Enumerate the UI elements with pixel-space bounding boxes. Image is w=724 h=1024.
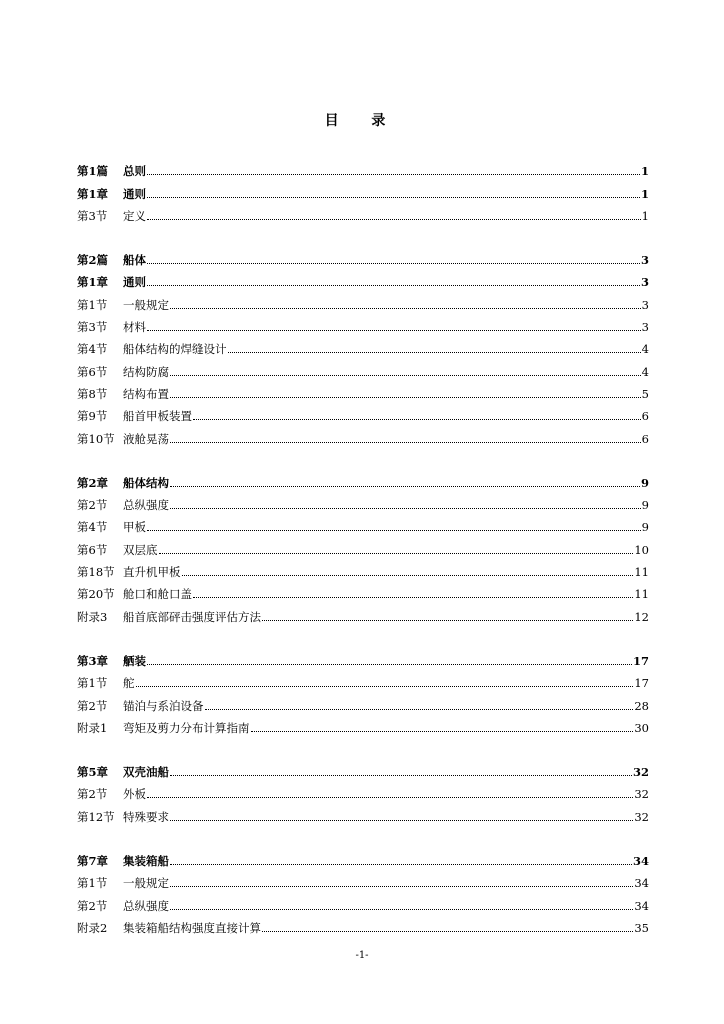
toc-entry-page: 3 [641, 320, 649, 335]
dot-leader [251, 731, 634, 732]
toc-entry-label: 第2章 [77, 475, 109, 490]
toc-entry-page: 34 [634, 898, 649, 913]
dot-leader [170, 308, 641, 309]
toc-entry-page: 4 [641, 342, 649, 357]
toc-entry-label: 第4节 [77, 342, 108, 357]
toc-entry-label: 第3节 [77, 208, 108, 223]
toc-entry-label: 第1章 [77, 275, 109, 290]
dot-leader [170, 864, 632, 865]
toc-entry[interactable] [77, 557, 649, 579]
toc-entry-page: 10 [634, 542, 649, 557]
toc-entry-page: 3 [640, 253, 649, 268]
toc-entry-page: 1 [641, 208, 649, 223]
toc-entry[interactable] [77, 379, 649, 401]
toc-entry-label: 第1章 [77, 186, 109, 201]
toc-entry-label: 附录3 [77, 609, 108, 624]
toc-entry-page: 6 [641, 409, 649, 424]
toc-entry-label: 第9节 [77, 409, 108, 424]
toc-entry[interactable] [77, 579, 649, 601]
toc-entry-label: 第2节 [77, 898, 108, 913]
toc-entry[interactable] [77, 890, 649, 912]
toc-entry[interactable] [77, 178, 649, 200]
dot-leader [147, 263, 640, 264]
toc-entry-title: 舱口和舱口盖 [123, 587, 192, 602]
toc-entry-label: 第2节 [77, 698, 108, 713]
toc-entry[interactable] [77, 646, 649, 668]
dot-leader [262, 620, 633, 621]
toc-entry-title: 一般规定 [123, 876, 169, 891]
toc-entry[interactable] [77, 690, 649, 712]
dot-leader [193, 597, 633, 598]
dot-leader [170, 886, 633, 887]
page-number: -1- [355, 950, 369, 961]
dot-leader [136, 686, 634, 687]
toc-entry-title: 舵 [123, 676, 135, 691]
toc-entry-title: 通则 [123, 275, 146, 290]
toc-entry-page: 9 [641, 498, 649, 513]
dot-leader [147, 219, 641, 220]
toc-entry-title: 船首甲板装置 [123, 409, 192, 424]
toc-entry[interactable] [77, 267, 649, 289]
toc-entry-label: 第2篇 [77, 253, 109, 268]
toc-entry-page: 3 [641, 297, 649, 312]
dot-leader [147, 174, 640, 175]
table-of-contents [77, 156, 649, 935]
dot-leader [170, 375, 641, 376]
dot-leader [170, 442, 641, 443]
toc-entry-page: 32 [634, 809, 649, 824]
toc-entry-page: 11 [634, 587, 649, 602]
toc-entry-label: 第5章 [77, 765, 109, 780]
toc-entry-title: 材料 [123, 320, 146, 335]
toc-entry-title: 外板 [123, 787, 146, 802]
toc-entry-label: 附录1 [77, 720, 108, 735]
toc-entry[interactable] [77, 334, 649, 356]
toc-entry[interactable] [77, 913, 649, 935]
toc-entry-title: 锚泊与系泊设备 [123, 698, 204, 713]
dot-leader [228, 352, 641, 353]
dot-leader [147, 797, 633, 798]
toc-entry-label: 第3节 [77, 320, 108, 335]
toc-entry[interactable] [77, 401, 649, 423]
dot-leader [262, 931, 633, 932]
dot-leader [170, 820, 633, 821]
toc-entry-title: 甲板 [123, 520, 146, 535]
dot-leader [170, 775, 632, 776]
toc-entry-label: 第12节 [77, 809, 115, 824]
toc-entry-page: 1 [640, 186, 649, 201]
toc-entry-page: 34 [632, 854, 649, 869]
toc-entry-page: 32 [632, 765, 649, 780]
section-gap [77, 446, 649, 468]
section-gap [77, 223, 649, 245]
toc-entry-page: 35 [634, 920, 649, 935]
toc-entry-label: 第1节 [77, 876, 108, 891]
toc-entry-title: 结构防腐 [123, 364, 169, 379]
toc-entry-title: 双壳油船 [123, 765, 169, 780]
toc-entry-title: 直升机甲板 [123, 565, 181, 580]
toc-entry[interactable] [77, 713, 649, 735]
toc-entry-page: 32 [634, 787, 649, 802]
toc-entry-label: 第20节 [77, 587, 115, 602]
toc-entry[interactable] [77, 245, 649, 267]
dot-leader [147, 664, 632, 665]
toc-entry-title: 特殊要求 [123, 809, 169, 824]
toc-entry-page: 28 [634, 698, 649, 713]
toc-entry-title: 船体结构的焊缝设计 [123, 342, 227, 357]
toc-entry-page: 5 [641, 386, 649, 401]
toc-entry-title: 总纵强度 [123, 898, 169, 913]
toc-entry[interactable] [77, 356, 649, 378]
toc-entry-page: 4 [641, 364, 649, 379]
toc-entry[interactable] [77, 801, 649, 823]
toc-entry-title: 总纵强度 [123, 498, 169, 513]
toc-entry-label: 第10节 [77, 431, 115, 446]
dot-leader [170, 508, 641, 509]
toc-entry-title: 船体结构 [123, 475, 169, 490]
toc-entry-title: 一般规定 [123, 297, 169, 312]
toc-entry-label: 第2节 [77, 787, 108, 802]
toc-entry[interactable] [77, 779, 649, 801]
dot-leader [147, 530, 641, 531]
toc-entry[interactable] [77, 868, 649, 890]
toc-entry-page: 12 [634, 609, 649, 624]
page-title: 目 录 [324, 113, 400, 129]
dot-leader [193, 419, 641, 420]
toc-entry-title: 液舱晃荡 [123, 431, 169, 446]
toc-entry-page: 9 [640, 475, 649, 490]
toc-entry[interactable] [77, 201, 649, 223]
toc-entry-title: 船首底部砰击强度评估方法 [123, 609, 261, 624]
toc-entry-label: 附录2 [77, 920, 108, 935]
toc-entry-title: 舾装 [123, 653, 146, 668]
toc-entry-page: 9 [641, 520, 649, 535]
toc-entry-page: 30 [634, 720, 649, 735]
toc-entry-title: 结构布置 [123, 386, 169, 401]
section-gap [77, 624, 649, 646]
toc-entry-page: 17 [634, 676, 649, 691]
toc-entry-title: 集装箱船结构强度直接计算 [123, 920, 261, 935]
dot-leader [147, 285, 640, 286]
toc-entry-title: 集装箱船 [123, 854, 169, 869]
toc-entry[interactable] [77, 423, 649, 445]
dot-leader [147, 197, 640, 198]
toc-entry-label: 第4节 [77, 520, 108, 535]
toc-entry[interactable] [77, 312, 649, 334]
toc-entry-page: 6 [641, 431, 649, 446]
toc-entry-label: 第6节 [77, 542, 108, 557]
toc-entry-title: 船体 [123, 253, 146, 268]
dot-leader [205, 709, 634, 710]
section-gap [77, 735, 649, 757]
section-gap [77, 824, 649, 846]
dot-leader [170, 909, 633, 910]
toc-entry[interactable] [77, 534, 649, 556]
toc-entry[interactable] [77, 846, 649, 868]
toc-entry[interactable] [77, 468, 649, 490]
toc-entry-page: 11 [634, 565, 649, 580]
toc-entry-label: 第7章 [77, 854, 109, 869]
toc-entry-label: 第8节 [77, 386, 108, 401]
toc-entry-label: 第1节 [77, 297, 108, 312]
toc-entry-title: 弯矩及剪力分布计算指南 [123, 720, 250, 735]
dot-leader [170, 486, 640, 487]
toc-entry[interactable] [77, 289, 649, 311]
toc-entry-page: 17 [632, 653, 649, 668]
toc-entry[interactable] [77, 156, 649, 178]
toc-entry-label: 第1篇 [77, 164, 109, 179]
toc-entry-title: 通则 [123, 186, 146, 201]
toc-entry[interactable] [77, 490, 649, 512]
toc-entry-label: 第3章 [77, 653, 109, 668]
dot-leader [147, 330, 641, 331]
toc-entry[interactable] [77, 601, 649, 623]
toc-entry[interactable] [77, 512, 649, 534]
toc-entry-page: 34 [634, 876, 649, 891]
toc-entry-label: 第6节 [77, 364, 108, 379]
toc-entry-title: 总则 [123, 164, 146, 179]
toc-entry-label: 第2节 [77, 498, 108, 513]
dot-leader [170, 397, 641, 398]
toc-entry-page: 3 [640, 275, 649, 290]
toc-entry-page: 1 [640, 164, 649, 179]
toc-entry-label: 第18节 [77, 565, 115, 580]
toc-entry[interactable] [77, 757, 649, 779]
toc-entry-title: 定义 [123, 208, 146, 223]
dot-leader [182, 575, 634, 576]
toc-entry[interactable] [77, 668, 649, 690]
toc-entry-label: 第1节 [77, 676, 108, 691]
dot-leader [159, 553, 634, 554]
toc-entry-title: 双层底 [123, 542, 158, 557]
